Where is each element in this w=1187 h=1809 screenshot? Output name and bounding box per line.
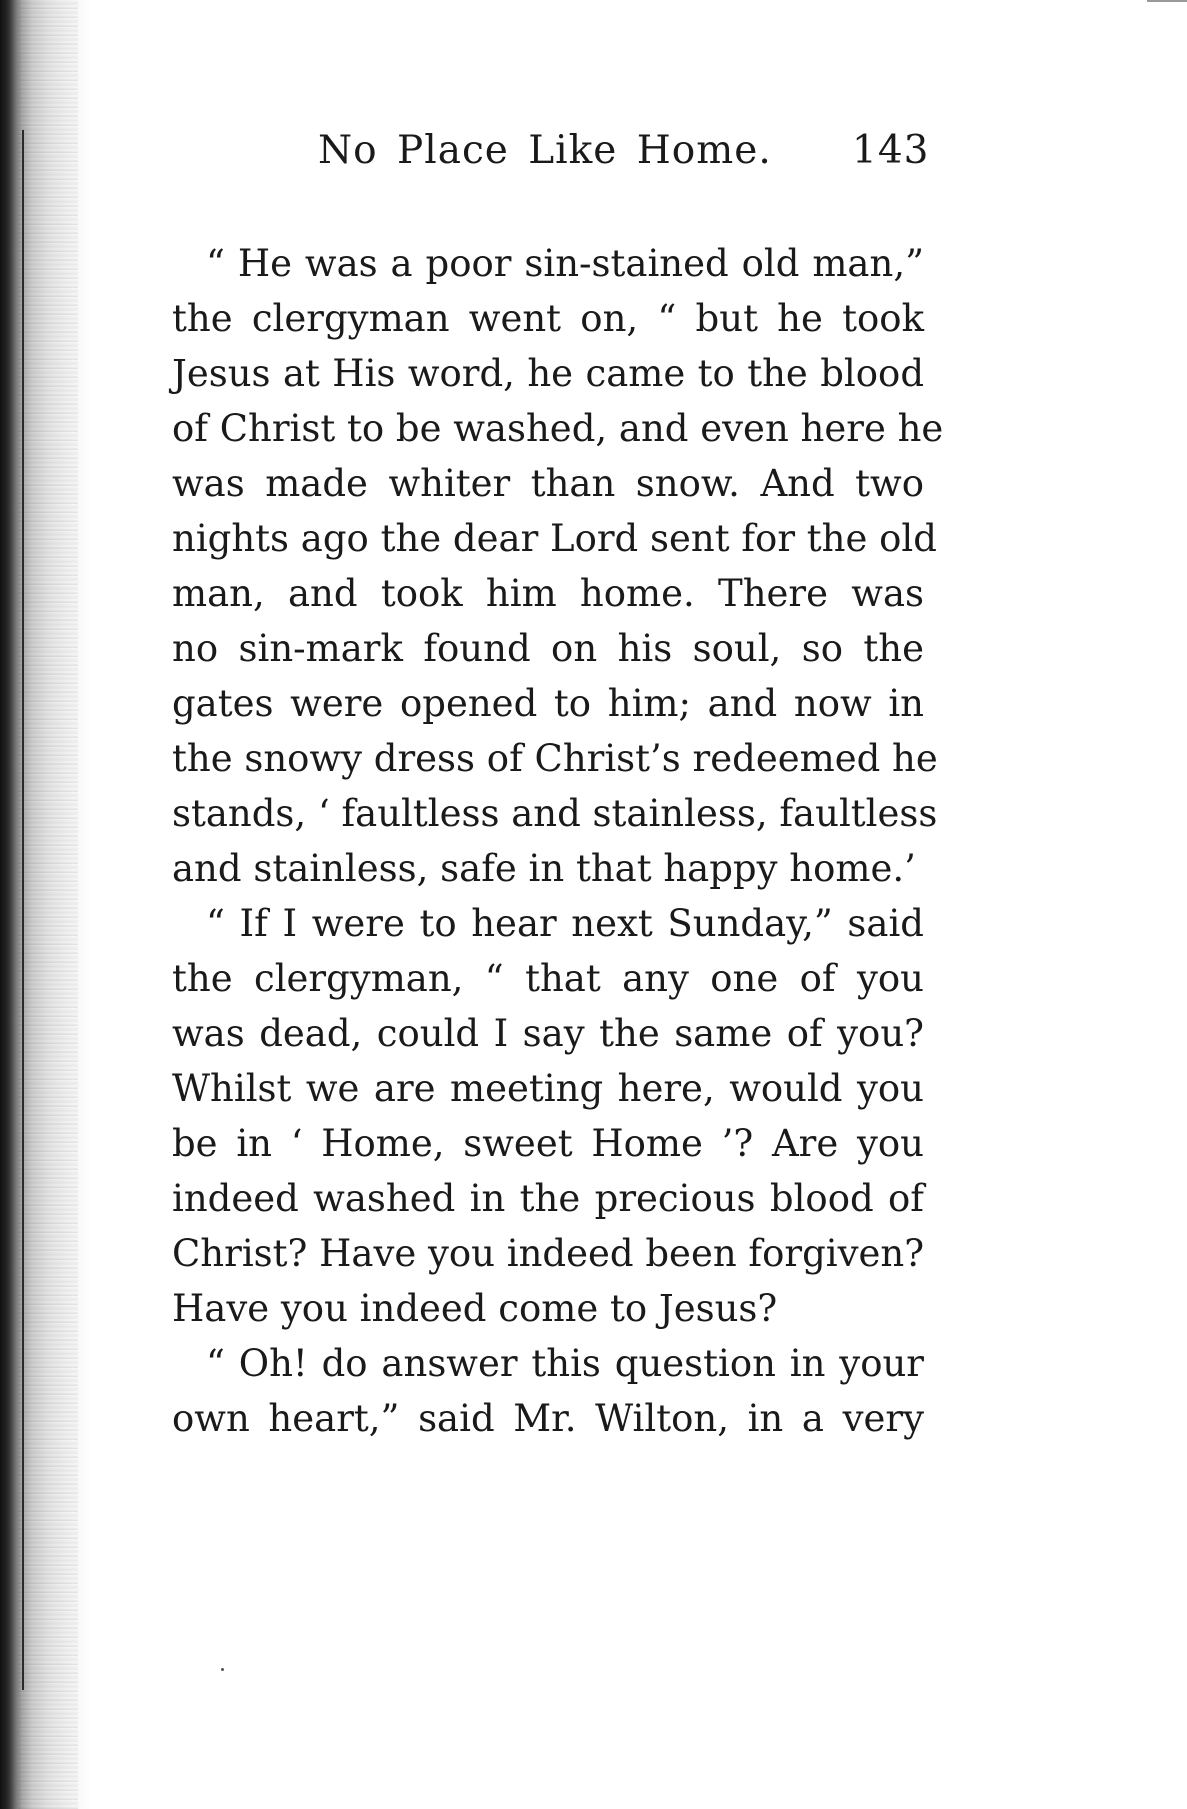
text-line: Christ? Have you indeed been forgiven? — [172, 1232, 925, 1275]
text-line: the clergyman, “ that any one of you — [172, 957, 924, 1000]
text-line: the snowy dress of Christ’s redeemed he — [172, 737, 938, 780]
page-number: 143 — [852, 128, 930, 173]
binding-texture — [18, 0, 78, 1809]
binding-gutter-line — [22, 130, 24, 1690]
running-title: No Place Like Home. — [318, 128, 772, 173]
text-line: “ If I were to hear next Sunday,” said — [206, 902, 924, 945]
text-line: indeed washed in the precious blood of — [172, 1177, 924, 1220]
text-line: be in ‘ Home, sweet Home ’? Are you — [172, 1122, 924, 1165]
text-line: “ Oh! do answer this question in your — [206, 1342, 924, 1385]
text-line: and stainless, safe in that happy home.’ — [172, 847, 916, 890]
running-head — [0, 128, 1187, 178]
text-line: Jesus at His word, he came to the blood — [172, 352, 924, 395]
text-line: gates were opened to him; and now in — [172, 682, 924, 725]
body-text — [172, 236, 944, 1446]
text-line: was made whiter than snow. And two — [172, 462, 924, 505]
text-line: “ He was a poor sin-stained old man,” — [206, 242, 924, 285]
text-line: Have you indeed come to Jesus? — [172, 1287, 778, 1330]
stray-ink-mark — [221, 1668, 224, 1671]
text-line: of Christ to be washed, and even here he — [172, 407, 944, 450]
text-line: man, and took him home. There was — [172, 572, 924, 615]
text-line: own heart,” said Mr. Wilton, in a very — [172, 1397, 924, 1440]
scan-corner-mark — [1147, 0, 1187, 2]
text-line: no sin-mark found on his soul, so the — [172, 627, 924, 670]
text-line: the clergyman went on, “ but he took — [172, 297, 924, 340]
text-line: nights ago the dear Lord sent for the old — [172, 517, 937, 560]
text-line: Whilst we are meeting here, would you — [172, 1067, 924, 1110]
text-line: was dead, could I say the same of you? — [172, 1012, 924, 1055]
text-line: stands, ‘ faultless and stainless, faultless — [172, 792, 938, 835]
